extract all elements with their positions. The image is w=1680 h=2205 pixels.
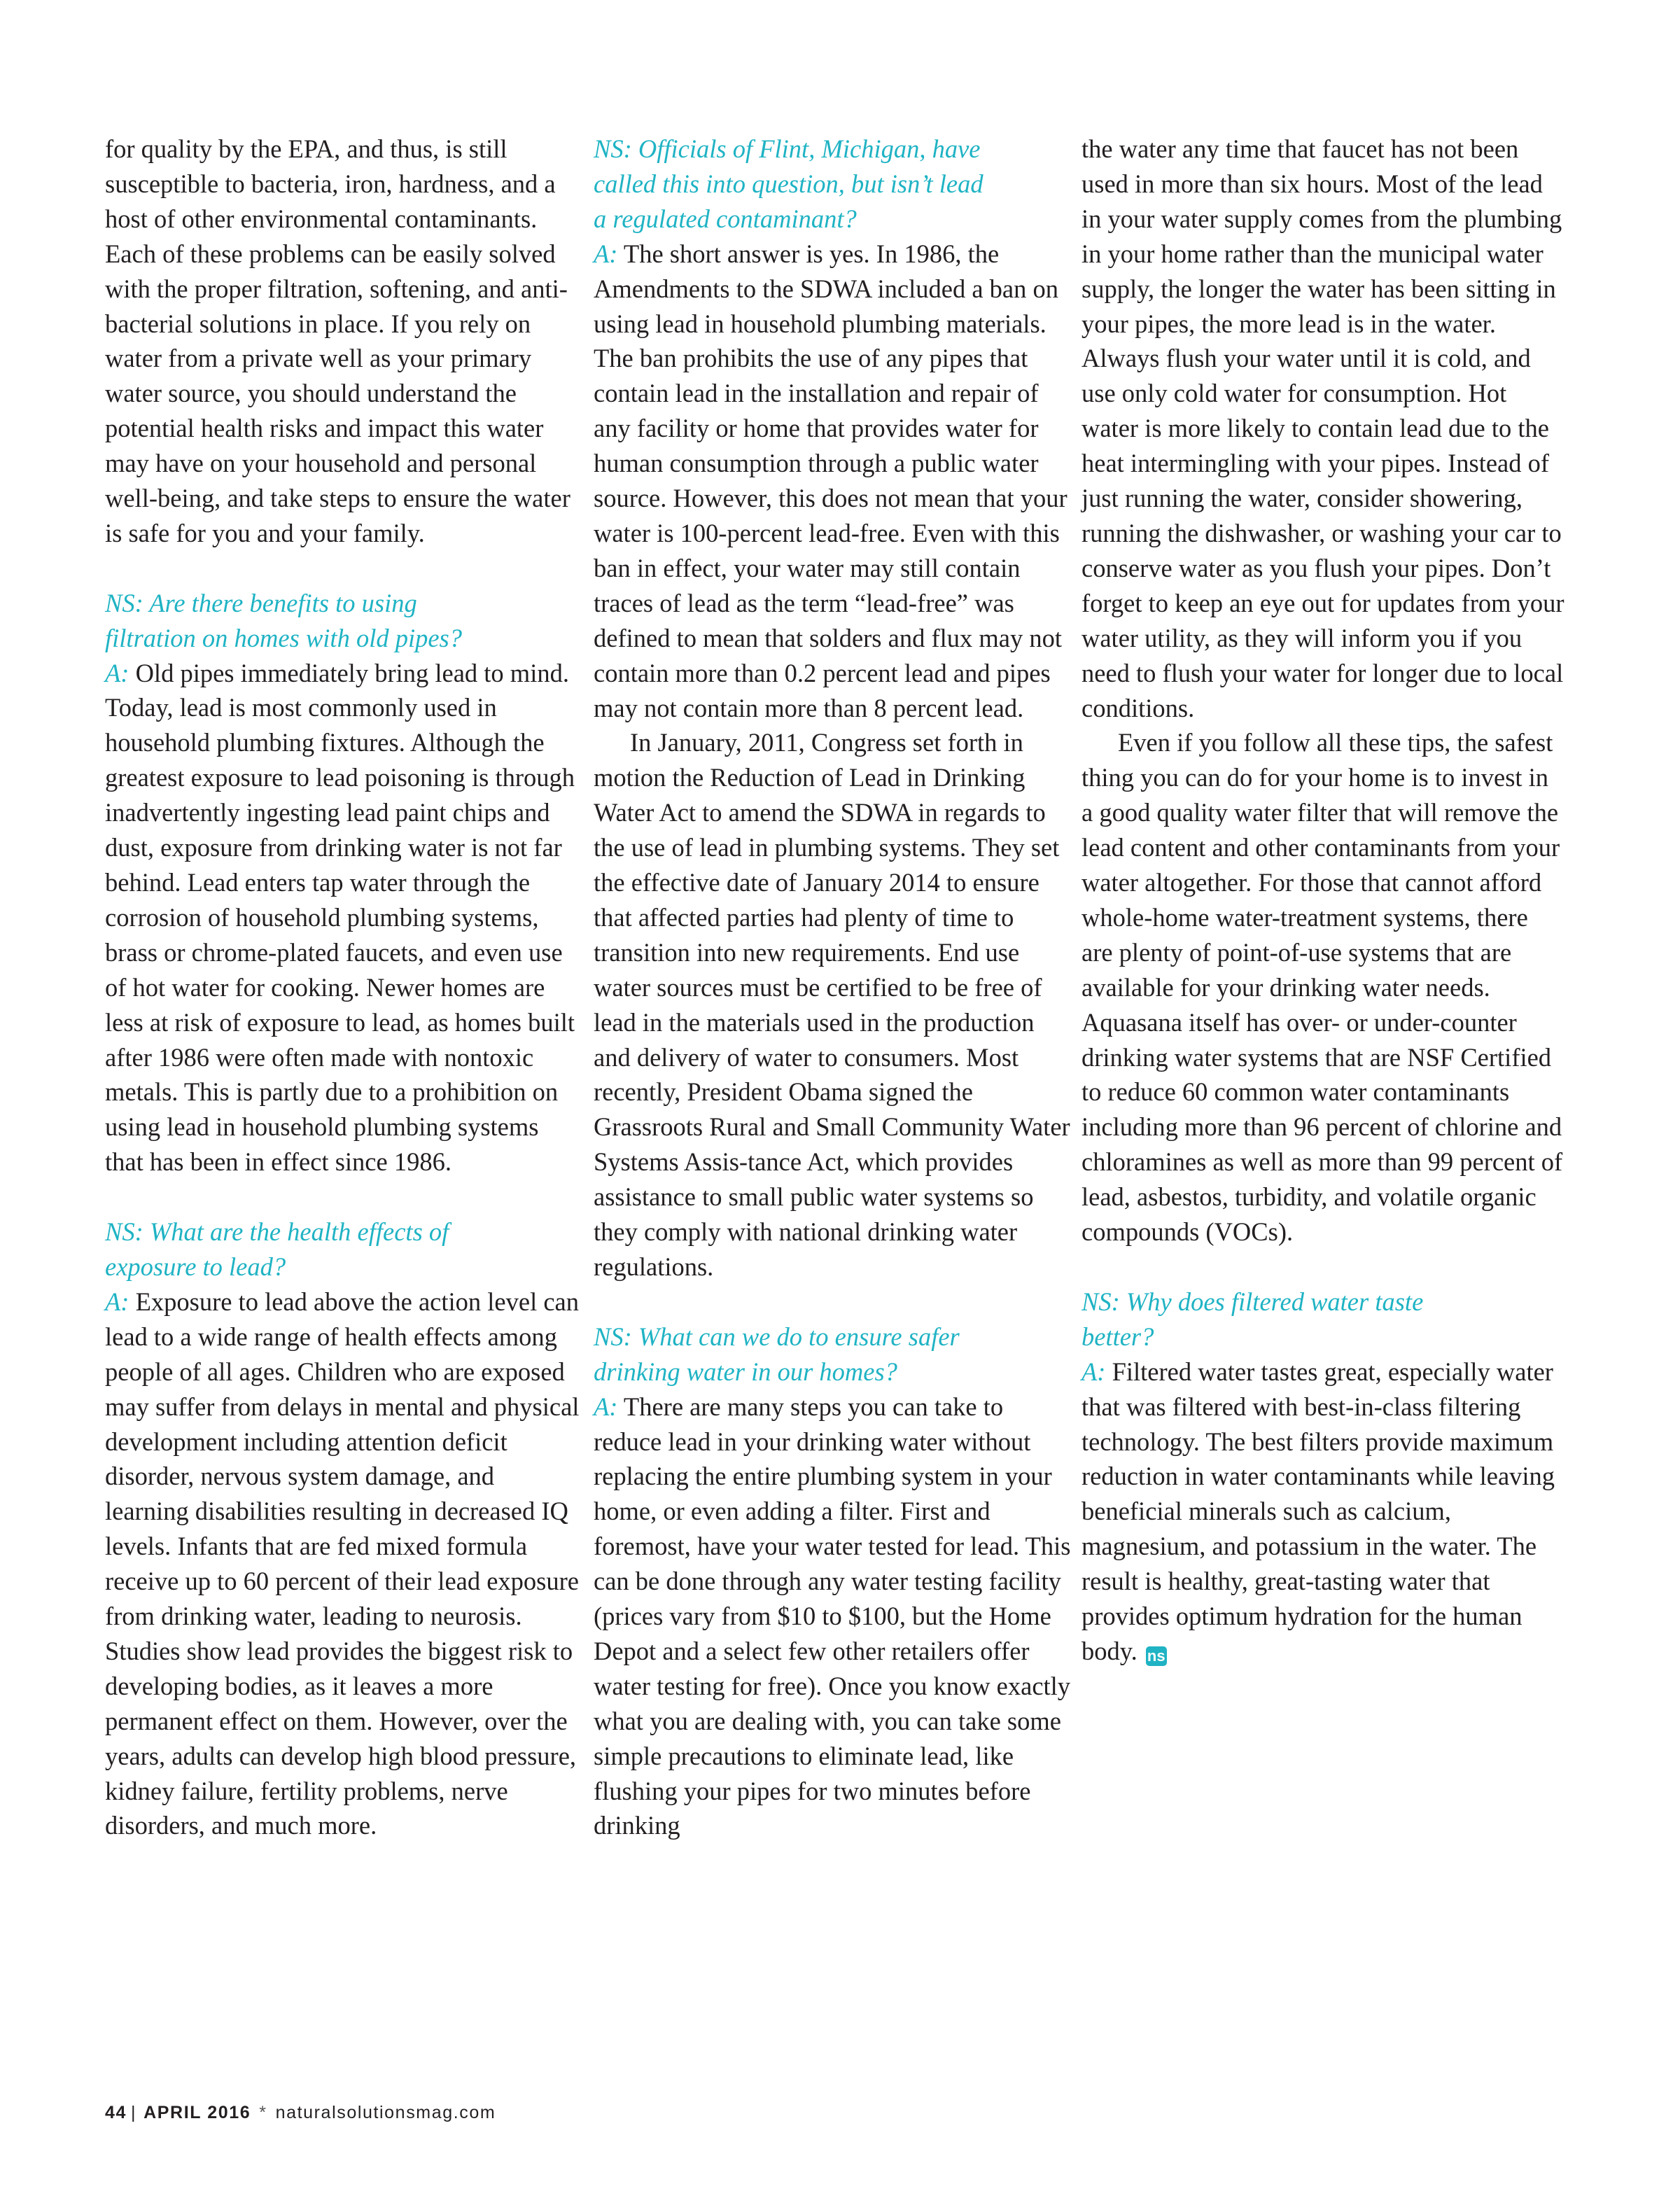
question-line: called this into question, but isn’t lead xyxy=(594,169,983,198)
answer-text: Old pipes immediately bring lead to mind. Today, lead is most commonly used in household plumbing fixtures. Although the greatest exposure to lead poisoning is through inadvertently ingesting lead paint chips and dust, exposure from drinking water is not far behind. Lead enters tap water through the corrosion of household plumbing systems, brass or chrome-plated faucets, and even use of hot water for cooking. Newer homes are less at risk of exposure to lead, as homes built after 1986 were often made with nontoxic metals. This is partly due to a prohibition on using lead in household plumbing systems that has been in effect since 1986. xyxy=(105,658,575,1177)
answer-text: Exposure to lead above the action level can lead to a wide range of health effects among people of all ages. Children who are exposed may suffer from delays in mental and physical development including attention deficit disorder, nervous system damage, and learning disabilities resulting in decreased IQ levels. Infants that are fed mixed formula receive up to 60 percent of their lead exposure from drinking water, leading to neurosis. Studies show lead provides the biggest risk to developing bodies, as it leaves a more permanent effect on them. However, over the years, adults can develop high blood pressure, kidney failure, fertility problems, nerve disorders, and much more. xyxy=(105,1287,580,1840)
answer-text: Filtered water tastes great, especially water that was filtered with best-in-class filtering technology. The best filters provide maximum reduction in water contaminants while leaving beneficial minerals such as calcium, magnesium, and potassium in the water. The result is healthy, great-tasting water that provides optimum hydration for the human body. xyxy=(1082,1357,1555,1665)
question-line: NS: What can we do to ensure safer xyxy=(594,1322,960,1351)
page-footer xyxy=(105,2103,496,2123)
question-heading xyxy=(105,1214,581,1284)
question-heading xyxy=(594,132,1071,237)
intro-paragraph: for quality by the EPA, and thus, is still susceptible to bacteria, iron, hardness, and a host of other environmental contaminants. Each of these problems can be easily solved with the proper filtration, softening, and anti-bacterial solutions in place. If you rely on water from a private well as your primary water source, you should understand the potential health risks and impact this water may have on your household and personal well-being, and take steps to ensure the water is safe for you and your family. xyxy=(105,134,570,547)
question-line: filtration on homes with old pipes? xyxy=(105,623,463,652)
body-paragraph: In January, 2011, Congress set forth in motion the Reduction of Lead in Drinking Water Act to amend the SDWA in regards to the use of lead in plumbing systems. They set the effective date of January 2014 to ensure that affected parties had plenty of time to transition into new requirements. End use water sources must be certified to be free of lead in the materials used in the production and delivery of water to consumers. Most recently, President Obama signed the Grassroots Rural and Small Community Water Systems Assis-tance Act, which provides assistance to small public water systems so they comply with national drinking water regulations. xyxy=(594,728,1070,1281)
issue-date: APRIL 2016 xyxy=(144,2103,251,2122)
body-paragraph: Even if you follow all these tips, the safest thing you can do for your home is to invest in a good quality water filter that will remove the lead content and other contaminants from your water altogether. For those that cannot afford whole-home water-treatment systems, there are plenty of point-of-use systems that are available for your drinking water needs. Aquasana itself has over- or under-counter drinking water systems that are NSF Certified to reduce 60 common water contaminants including more than 96 percent of chlorine and chloramines as well as more than 99 percent of lead, asbestos, turbidity, and volatile organic compounds (VOCs). xyxy=(1082,728,1563,1247)
question-line: NS: Officials of Flint, Michigan, have xyxy=(594,134,981,163)
answer-text: The short answer is yes. In 1986, the Amendments to the SDWA included a ban on using lead in household plumbing materials. The ban prohibits the use of any pipes that contain lead in the installation and repair of any facility or home that provides water for human consumption through a public water source. However, this does not mean that your water is 100-percent lead-free. Even with this ban in effect, your water may still contain traces of lead as the term “lead-free” was defined to mean that solders and flux may not contain more than 0.2 percent lead and pipes may not contain more than 8 percent lead. xyxy=(594,239,1068,722)
question-heading xyxy=(105,586,581,656)
question-line: exposure to lead? xyxy=(105,1252,286,1281)
question-line: better? xyxy=(1082,1322,1154,1351)
answer-label: A: xyxy=(1082,1357,1106,1386)
answer-paragraph xyxy=(594,1390,1071,1844)
answer-label: A: xyxy=(594,239,618,268)
answer-label: A: xyxy=(105,1287,130,1316)
answer-paragraph xyxy=(105,1284,581,1844)
answer-text: There are many steps you can take to reduce lead in your drinking water without replacing the entire plumbing system in your home, or even adding a filter. First and foremost, have your water tested for lead. This can be done through any water testing facility (prices vary from $10 to $100, but the Home Depot and a select few other retailers offer water testing for free). Once you know exactly what you are dealing with, you can take some simple precautions to eliminate lead, like flushing your pipes for two minutes before drinking xyxy=(594,1392,1071,1840)
footer-bullet: * xyxy=(259,2103,267,2122)
page-number: 44 xyxy=(105,2103,127,2122)
answer-paragraph xyxy=(105,656,581,1180)
question-line: NS: Why does filtered water taste xyxy=(1082,1287,1424,1316)
question-line: NS: What are the health effects of xyxy=(105,1217,449,1247)
answer-paragraph xyxy=(1082,1354,1564,1669)
answer-label: A: xyxy=(105,658,130,687)
website-url: naturalsolutionsmag.com xyxy=(275,2103,496,2122)
question-heading xyxy=(1082,1284,1564,1354)
answer-paragraph xyxy=(594,237,1071,726)
question-heading xyxy=(594,1320,1071,1390)
question-line: drinking water in our homes? xyxy=(594,1357,897,1386)
article-column-2 xyxy=(594,132,1071,1843)
question-line: a regulated contaminant? xyxy=(594,204,857,233)
article-column-3 xyxy=(1082,132,1564,1669)
question-line: NS: Are there benefits to using xyxy=(105,588,417,617)
body-paragraph: the water any time that faucet has not been used in more than six hours. Most of the lead in your water supply comes from the plumbing in your home rather than the municipal water supply, the longer the water has been sitting in your pipes, the more lead is in the water. Always flush your water until it is cold, and use only cold water for consumption. Hot water is more likely to contain lead due to the heat intermingling with your pipes. Instead of just running the water, consider showering, running the dishwasher, or washing your car to conserve water as you flush your pipes. Don’t forget to keep an eye out for updates from your water utility, as they will inform you if you need to flush your water for longer due to local conditions. xyxy=(1082,134,1564,722)
answer-label: A: xyxy=(594,1392,618,1421)
article-column-1 xyxy=(105,132,581,1843)
footer-separator: | xyxy=(131,2103,137,2122)
ns-end-mark-icon: ns xyxy=(1146,1646,1167,1666)
